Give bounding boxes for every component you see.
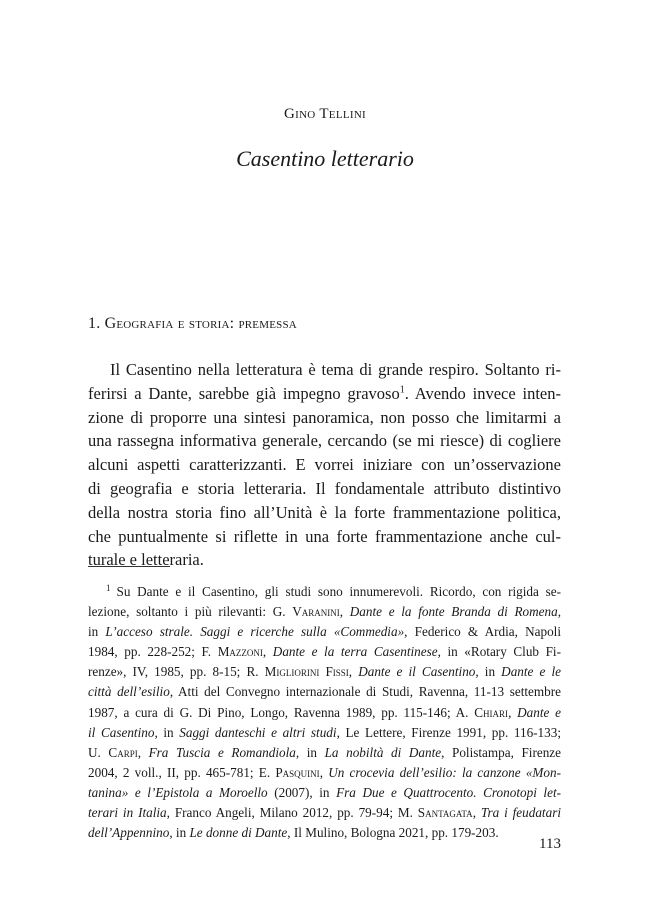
footnote-line: tanina» e l’Epistola a Moroello (2007), in Fra Due e Quattrocento. Cronotopi let- — [88, 784, 562, 800]
footnote-line: in L’acceso strale. Saggi e ricerche sulla «Commedia», Federico & Ardia, Napoli — [88, 624, 561, 640]
body-paragraph — [88, 358, 561, 572]
author-name: Gino Tellini — [283, 106, 367, 122]
body-line: una rassegna informativa generale, cercando (se mi riesce) di cogliere — [88, 431, 561, 451]
footnote-line: città dell’esilio, Atti del Convegno internazionale di Studi, Ravenna, 11-13 settembre — [88, 684, 561, 700]
body-line: che puntualmente si riflette in una forte frammentazione anche cul- — [88, 526, 561, 546]
footnote-marker[interactable]: 1 — [399, 384, 405, 396]
footnote-line: il Casentino, in Saggi danteschi e altri studi, Le Lettere, Firenze 1991, pp. 116-133; — [88, 724, 561, 740]
footnote-line: 1987, a cura di G. Di Pino, Longo, Ravenna 1989, pp. 115-146; A. Chiari, Dante e — [88, 704, 561, 720]
footnote-number: 1 — [106, 582, 111, 593]
body-line: zione di proporre una sintesi panoramica, non posso che limitarmi a — [88, 407, 561, 427]
footnote-separator — [88, 566, 170, 567]
body-line: della nostra storia fino all’Unità è la forte frammentazione politica, — [88, 502, 561, 522]
footnote-line: renze», IV, 1985, pp. 8-15; R. Migliorini Fissi, Dante e il Casentino, in Dante e le — [88, 664, 561, 680]
chapter-title: Casentino letterario — [236, 146, 414, 171]
body-line: alcuni aspetti caratterizzanti. E vorrei iniziare con un’osservazione — [88, 455, 561, 475]
footnote-line: 2004, 2 voll., II, pp. 465-781; E. Pasquini, Un crocevia dell’esilio: la canzone «Mon- — [88, 764, 561, 780]
footnote-line: U. Carpi, Fra Tuscia e Romandiola, in La nobiltà di Dante, Polistampa, Firenze — [88, 744, 562, 760]
footnote-line: $^1$ Su Dante e il Casentino, gli studi sono innumerevoli. Ricordo, con rigida se- — [106, 582, 561, 599]
section-heading: 1. Geografia e storia: premessa — [88, 315, 297, 332]
footnote-line: dell’Appennino, in Le donne di Dante, Il Mulino, Bologna 2021, pp. 179-203. — [88, 825, 499, 841]
body-line: turale e letteraria. — [88, 550, 204, 570]
footnote-line: terari in Italia, Franco Angeli, Milano 2012, pp. 79-94; M. Santagata, Tra i feudatari — [88, 805, 561, 821]
footnote-line: lezione, soltanto i più rilevanti: G. Varanini, Dante e la fonte Branda di Romena, — [88, 604, 561, 620]
footnote-line: 1984, pp. 228-252; F. Mazzoni, Dante e la terra Casentinese, in «Rotary Club Fi- — [88, 644, 561, 660]
footnote — [88, 582, 561, 843]
page-number: 113 — [539, 836, 561, 852]
body-line: ferirsi a Dante, sarebbe già impegno gravoso$^1$. Avendo invece inten- — [88, 383, 561, 403]
body-line: Il Casentino nella letteratura è tema di grande respiro. Soltanto ri- — [110, 360, 561, 379]
body-line: di geografia e storia letteraria. Il fondamentale attributo distintivo — [88, 478, 561, 498]
